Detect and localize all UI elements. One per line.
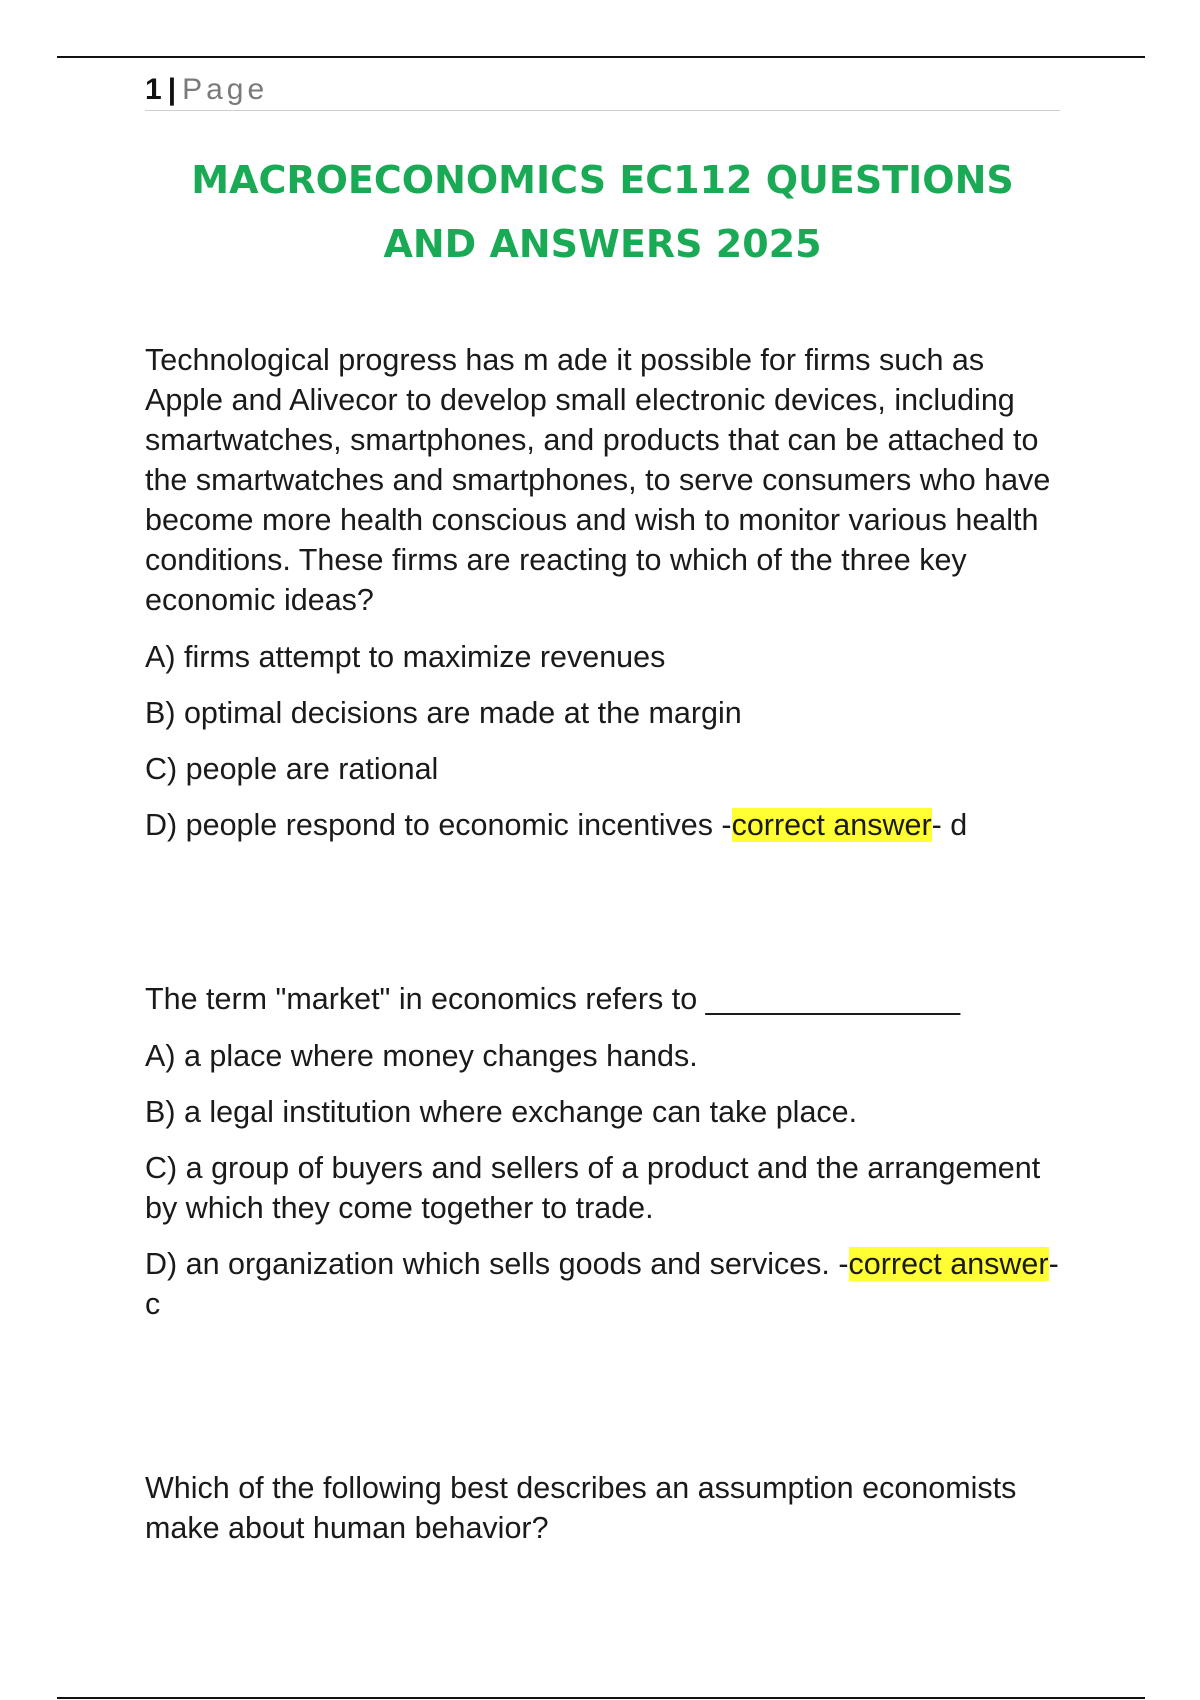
question-text: The term "market" in economics refers to _______________ <box>145 982 961 1016</box>
option-d <box>145 805 1065 845</box>
option-c: C) a group of buyers and sellers of a product and the arrangement by which they come together to trade. <box>145 1151 1041 1225</box>
option-c: C) people are rational <box>145 752 439 786</box>
correct-answer-highlight: correct answer <box>848 1247 1049 1281</box>
top-border-rule <box>57 56 1145 58</box>
answer-letter: - d <box>931 808 968 842</box>
question-block-1 <box>145 340 1065 845</box>
option-d <box>145 1244 1065 1324</box>
answer-letter: - c <box>145 1247 1059 1321</box>
option-d-text: D) people respond to economic incentives - <box>145 808 732 842</box>
question-block-2 <box>145 979 1065 1324</box>
page-label: Page <box>182 73 269 106</box>
option-a: A) a place where money changes hands. <box>145 1039 698 1073</box>
option-d-text: D) an organization which sells goods and services. - <box>145 1247 849 1281</box>
option-b: B) optimal decisions are made at the margin <box>145 696 742 730</box>
option-a: A) firms attempt to maximize revenues <box>145 640 666 674</box>
page-separator: | <box>167 73 177 106</box>
document-body <box>145 340 1065 1565</box>
document-title <box>145 148 1060 276</box>
bottom-border-rule <box>57 1697 1145 1699</box>
question-text: Technological progress has m ade it possible for firms such as Apple and Alivecor to develop small electronic devices, including smartwatches, smartphones, and products that can be attached to the smartwatches and smartphones, to serve consumers who have become more health conscious and wish to monitor various health conditions. These firms are reacting to which of the three key economic ideas? <box>145 343 1051 617</box>
page-header <box>145 70 1060 111</box>
title-line-1: MACROECONOMICS EC112 QUESTIONS <box>191 158 1014 202</box>
question-text: Which of the following best describes an assumption economists make about human behavior? <box>145 1471 1017 1545</box>
question-block-3 <box>145 1468 1065 1548</box>
page-number: 1 <box>145 73 162 106</box>
title-line-2: AND ANSWERS 2025 <box>383 222 822 266</box>
option-b: B) a legal institution where exchange can take place. <box>145 1095 858 1129</box>
correct-answer-highlight: correct answer <box>731 808 932 842</box>
